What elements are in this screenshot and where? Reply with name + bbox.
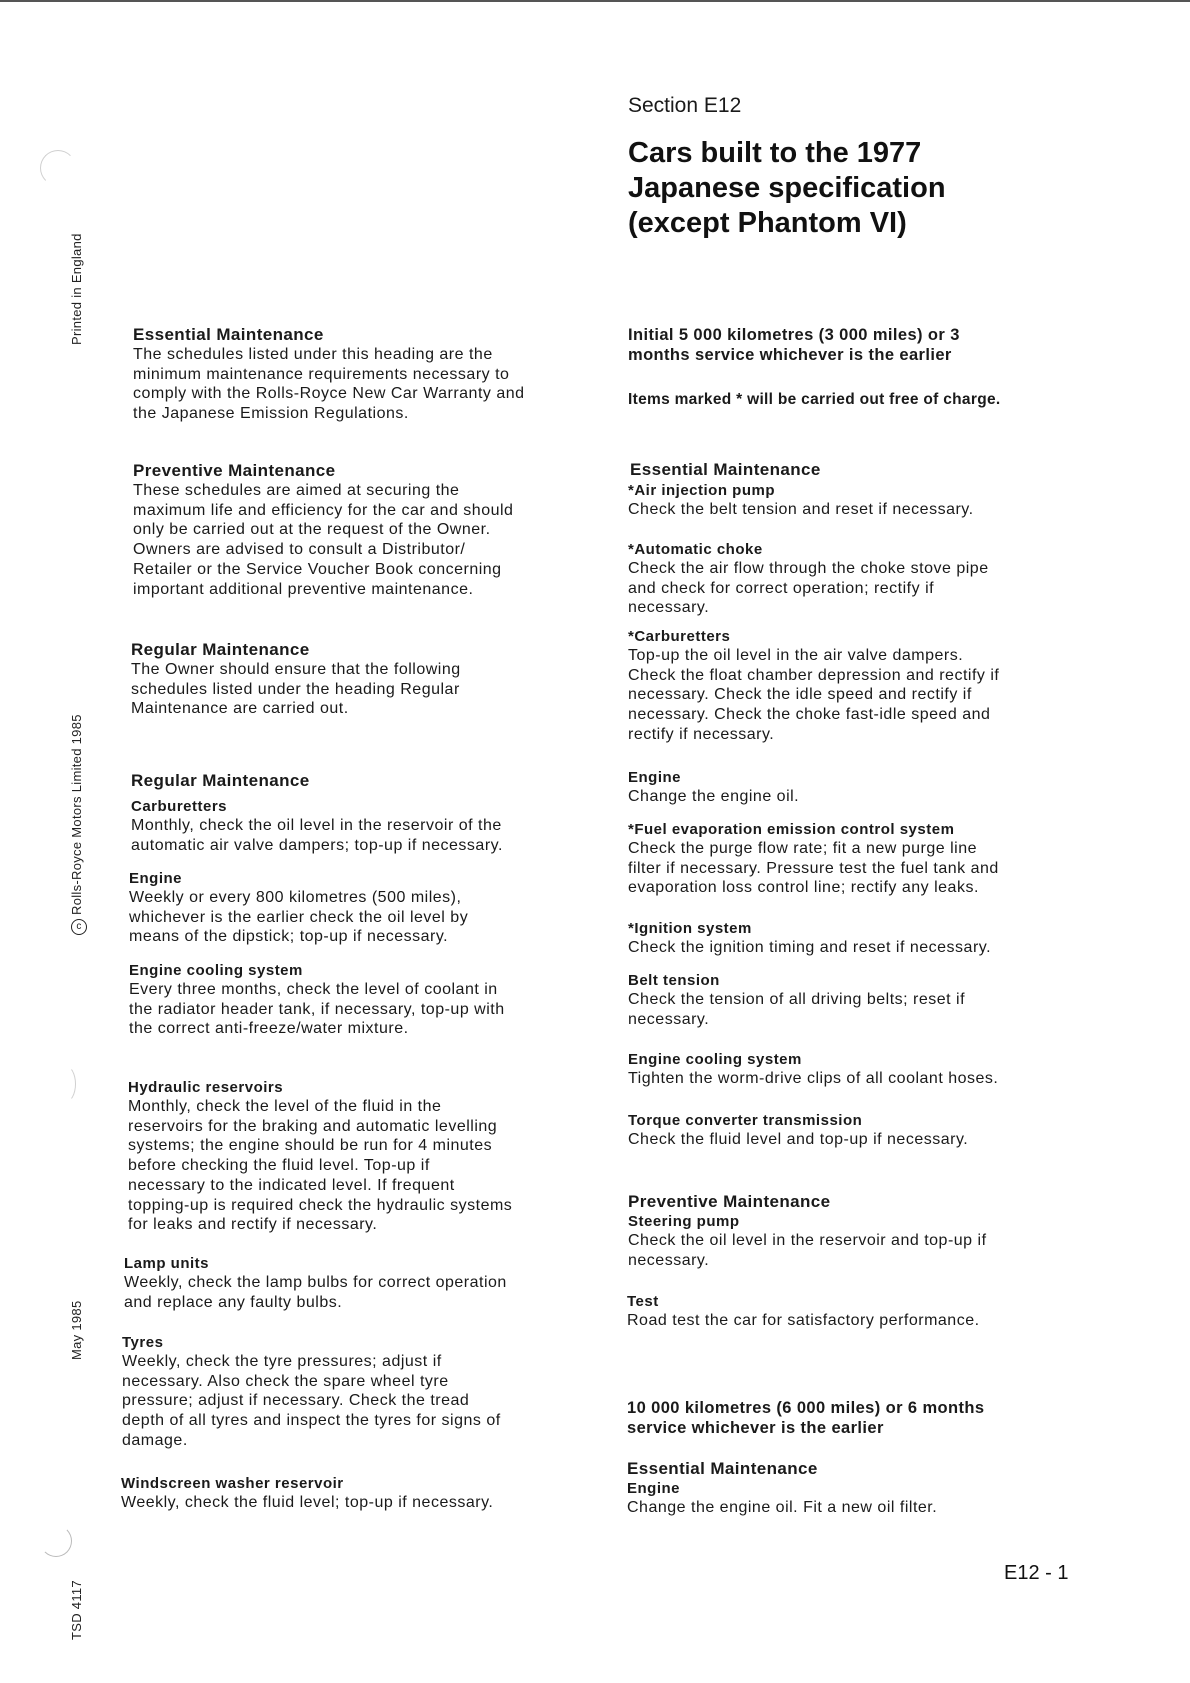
- item-title: Carburetters: [131, 798, 228, 815]
- maintenance-item: [628, 627, 999, 745]
- maintenance-item: [628, 1050, 998, 1089]
- item-text: Monthly, check the oil level in the reservoir of the automatic air valve dampers; top-up if necessary.: [131, 817, 503, 854]
- item-title: Test: [627, 1293, 659, 1310]
- regular-maintenance-definition: [131, 640, 461, 719]
- maintenance-item: [628, 1111, 968, 1150]
- item-text: Check the air flow through the choke stove pipe and check for correct operation; rectify if necessary.: [628, 560, 989, 617]
- punch-hole-mark: [54, 1065, 76, 1103]
- item-text: Tighten the worm-drive clips of all coolant hoses.: [628, 1070, 999, 1087]
- item-title: Engine: [628, 769, 682, 786]
- paragraph: The Owner should ensure that the following schedules listed under the heading Regular Maintenance are carried out.: [131, 661, 461, 718]
- item-text: Check the tension of all driving belts; reset if necessary.: [628, 991, 966, 1028]
- item-text: Check the belt tension and reset if necessary.: [628, 501, 974, 518]
- item-text: Weekly, check the fluid level; top-up if necessary.: [121, 1494, 494, 1511]
- item-title: *Carburetters: [628, 628, 731, 645]
- interval-heading: Initial 5 000 kilometres (3 000 miles) or 3 months service whichever is the earlier: [628, 326, 960, 364]
- item-text: Change the engine oil. Fit a new oil filter.: [627, 1499, 938, 1516]
- paragraph: The schedules listed under this heading are the minimum maintenance requirements necessary to comply with the Rolls-Royce New Car Warranty and the Japanese Emission Regulations.: [133, 346, 525, 423]
- section-heading: Essential Maintenance: [133, 325, 324, 344]
- print-date: May 1985: [69, 1300, 84, 1360]
- document-reference: TSD 4117: [69, 1580, 84, 1640]
- punch-hole-mark: [40, 1525, 72, 1557]
- maintenance-item: [131, 797, 503, 855]
- maintenance-item: [628, 768, 799, 807]
- title-line: Japanese specification: [628, 172, 946, 204]
- regular-maintenance-heading: [131, 771, 310, 791]
- copyright-notice: [69, 714, 87, 935]
- item-text: Road test the car for satisfactory performance.: [627, 1312, 980, 1329]
- maintenance-item: [129, 961, 505, 1039]
- maintenance-item: [124, 1254, 507, 1312]
- maintenance-item: [628, 540, 989, 618]
- maintenance-item: [128, 1078, 512, 1235]
- item-text: Every three months, check the level of coolant in the radiator header tank, if necessary, top-up with the correct anti-freeze/water mixture.: [129, 981, 505, 1038]
- item-text: Check the fluid level and top-up if necessary.: [628, 1131, 969, 1148]
- free-of-charge-note: Items marked * will be carried out free of charge.: [628, 391, 1001, 408]
- section-heading: Regular Maintenance: [131, 640, 310, 659]
- item-title: *Air injection pump: [628, 482, 776, 499]
- item-title: Engine cooling system: [129, 962, 303, 979]
- item-title: Steering pump: [628, 1213, 740, 1230]
- item-text: Check the oil level in the reservoir and top-up if necessary.: [628, 1232, 987, 1269]
- item-title: Hydraulic reservoirs: [128, 1079, 284, 1096]
- maintenance-item: [628, 481, 974, 520]
- maintenance-item: [129, 869, 468, 947]
- item-title: Engine: [627, 1480, 681, 1497]
- item-text: Monthly, check the level of the fluid in the reservoirs for the braking and automatic levelling systems; the engine should be run for 4 minutes before checking the fluid level. Top-up if necessary to the indicated level. If frequent topping-up is required check the hydraulic systems for leaks and rectify if necessary.: [128, 1098, 513, 1234]
- item-text: Check the ignition timing and reset if necessary.: [628, 939, 992, 956]
- maintenance-item: [121, 1474, 493, 1513]
- essential-maintenance-definition: [133, 325, 525, 424]
- printed-in-england: Printed in England: [69, 233, 84, 345]
- preventive-maintenance-definition: [133, 461, 513, 599]
- maintenance-item: [628, 820, 999, 898]
- section-heading: Essential Maintenance: [630, 460, 821, 479]
- maintenance-item: [628, 971, 965, 1029]
- punch-hole-mark: [40, 150, 76, 186]
- interval-heading: 10 000 kilometres (6 000 miles) or 6 months service whichever is the earlier: [627, 1399, 985, 1437]
- paragraph: These schedules are aimed at securing the maximum life and efficiency for the car and should only be carried out at the request of the Owner. Owners are advised to consult a Distributor/ Retailer or the Service Voucher Book concerning important additional preventive maintenance.: [133, 482, 514, 598]
- item-text: Top-up the oil level in the air valve dampers. Check the float chamber depression and rectify if necessary. Check the idle speed and rectify if necessary. Check the choke fast-idle speed and rectify if necessary.: [628, 647, 1000, 743]
- item-text: Check the purge flow rate; fit a new purge line filter if necessary. Pressure test the fuel tank and evaporation loss control line; rectify any leaks.: [628, 840, 999, 897]
- title-line: (except Phantom VI): [628, 207, 907, 239]
- item-title: Windscreen washer reservoir: [121, 1475, 344, 1492]
- copyright-text: Rolls-Royce Motors Limited 1985: [69, 714, 84, 915]
- preventive-maintenance-section: [628, 1192, 987, 1270]
- ten-thousand-km-service-interval: [627, 1398, 984, 1518]
- item-title: Engine cooling system: [628, 1051, 802, 1068]
- maintenance-item: [628, 919, 991, 958]
- item-title: *Ignition system: [628, 920, 752, 937]
- essential-maintenance-heading: [630, 460, 821, 480]
- maintenance-item: [122, 1333, 501, 1451]
- maintenance-item: [628, 1212, 987, 1270]
- item-title: Engine: [129, 870, 183, 887]
- item-text: Weekly, check the tyre pressures; adjust if necessary. Also check the spare wheel tyre pressure; adjust if necessary. Check the tread depth of all tyres and inspect the tyres for signs of damage.: [122, 1353, 501, 1449]
- maintenance-item: [627, 1479, 984, 1518]
- scan-top-edge: [0, 0, 1190, 2]
- page-number: E12 - 1: [1004, 1562, 1069, 1584]
- item-title: Torque converter transmission: [628, 1112, 863, 1129]
- page-title: [628, 136, 946, 241]
- section-heading: Preventive Maintenance: [628, 1192, 831, 1211]
- item-text: Change the engine oil.: [628, 788, 800, 805]
- item-text: Weekly, check the lamp bulbs for correct operation and replace any faulty bulbs.: [124, 1274, 507, 1311]
- section-label: Section E12: [628, 94, 742, 117]
- item-title: *Fuel evaporation emission control system: [628, 821, 955, 838]
- item-title: *Automatic choke: [628, 541, 763, 558]
- title-line: Cars built to the 1977: [628, 137, 922, 169]
- copyright-icon: c: [71, 919, 87, 935]
- item-title: Tyres: [122, 1334, 164, 1351]
- section-heading: Preventive Maintenance: [133, 461, 336, 480]
- section-heading: Regular Maintenance: [131, 771, 310, 790]
- initial-service-interval: [628, 325, 1000, 409]
- section-heading: Essential Maintenance: [627, 1459, 818, 1478]
- item-title: Lamp units: [124, 1255, 210, 1272]
- item-text: Weekly or every 800 kilometres (500 miles), whichever is the earlier check the oil level by means of the dipstick; top-up if necessary.: [129, 889, 469, 946]
- item-title: Belt tension: [628, 972, 720, 989]
- maintenance-item: [627, 1292, 980, 1331]
